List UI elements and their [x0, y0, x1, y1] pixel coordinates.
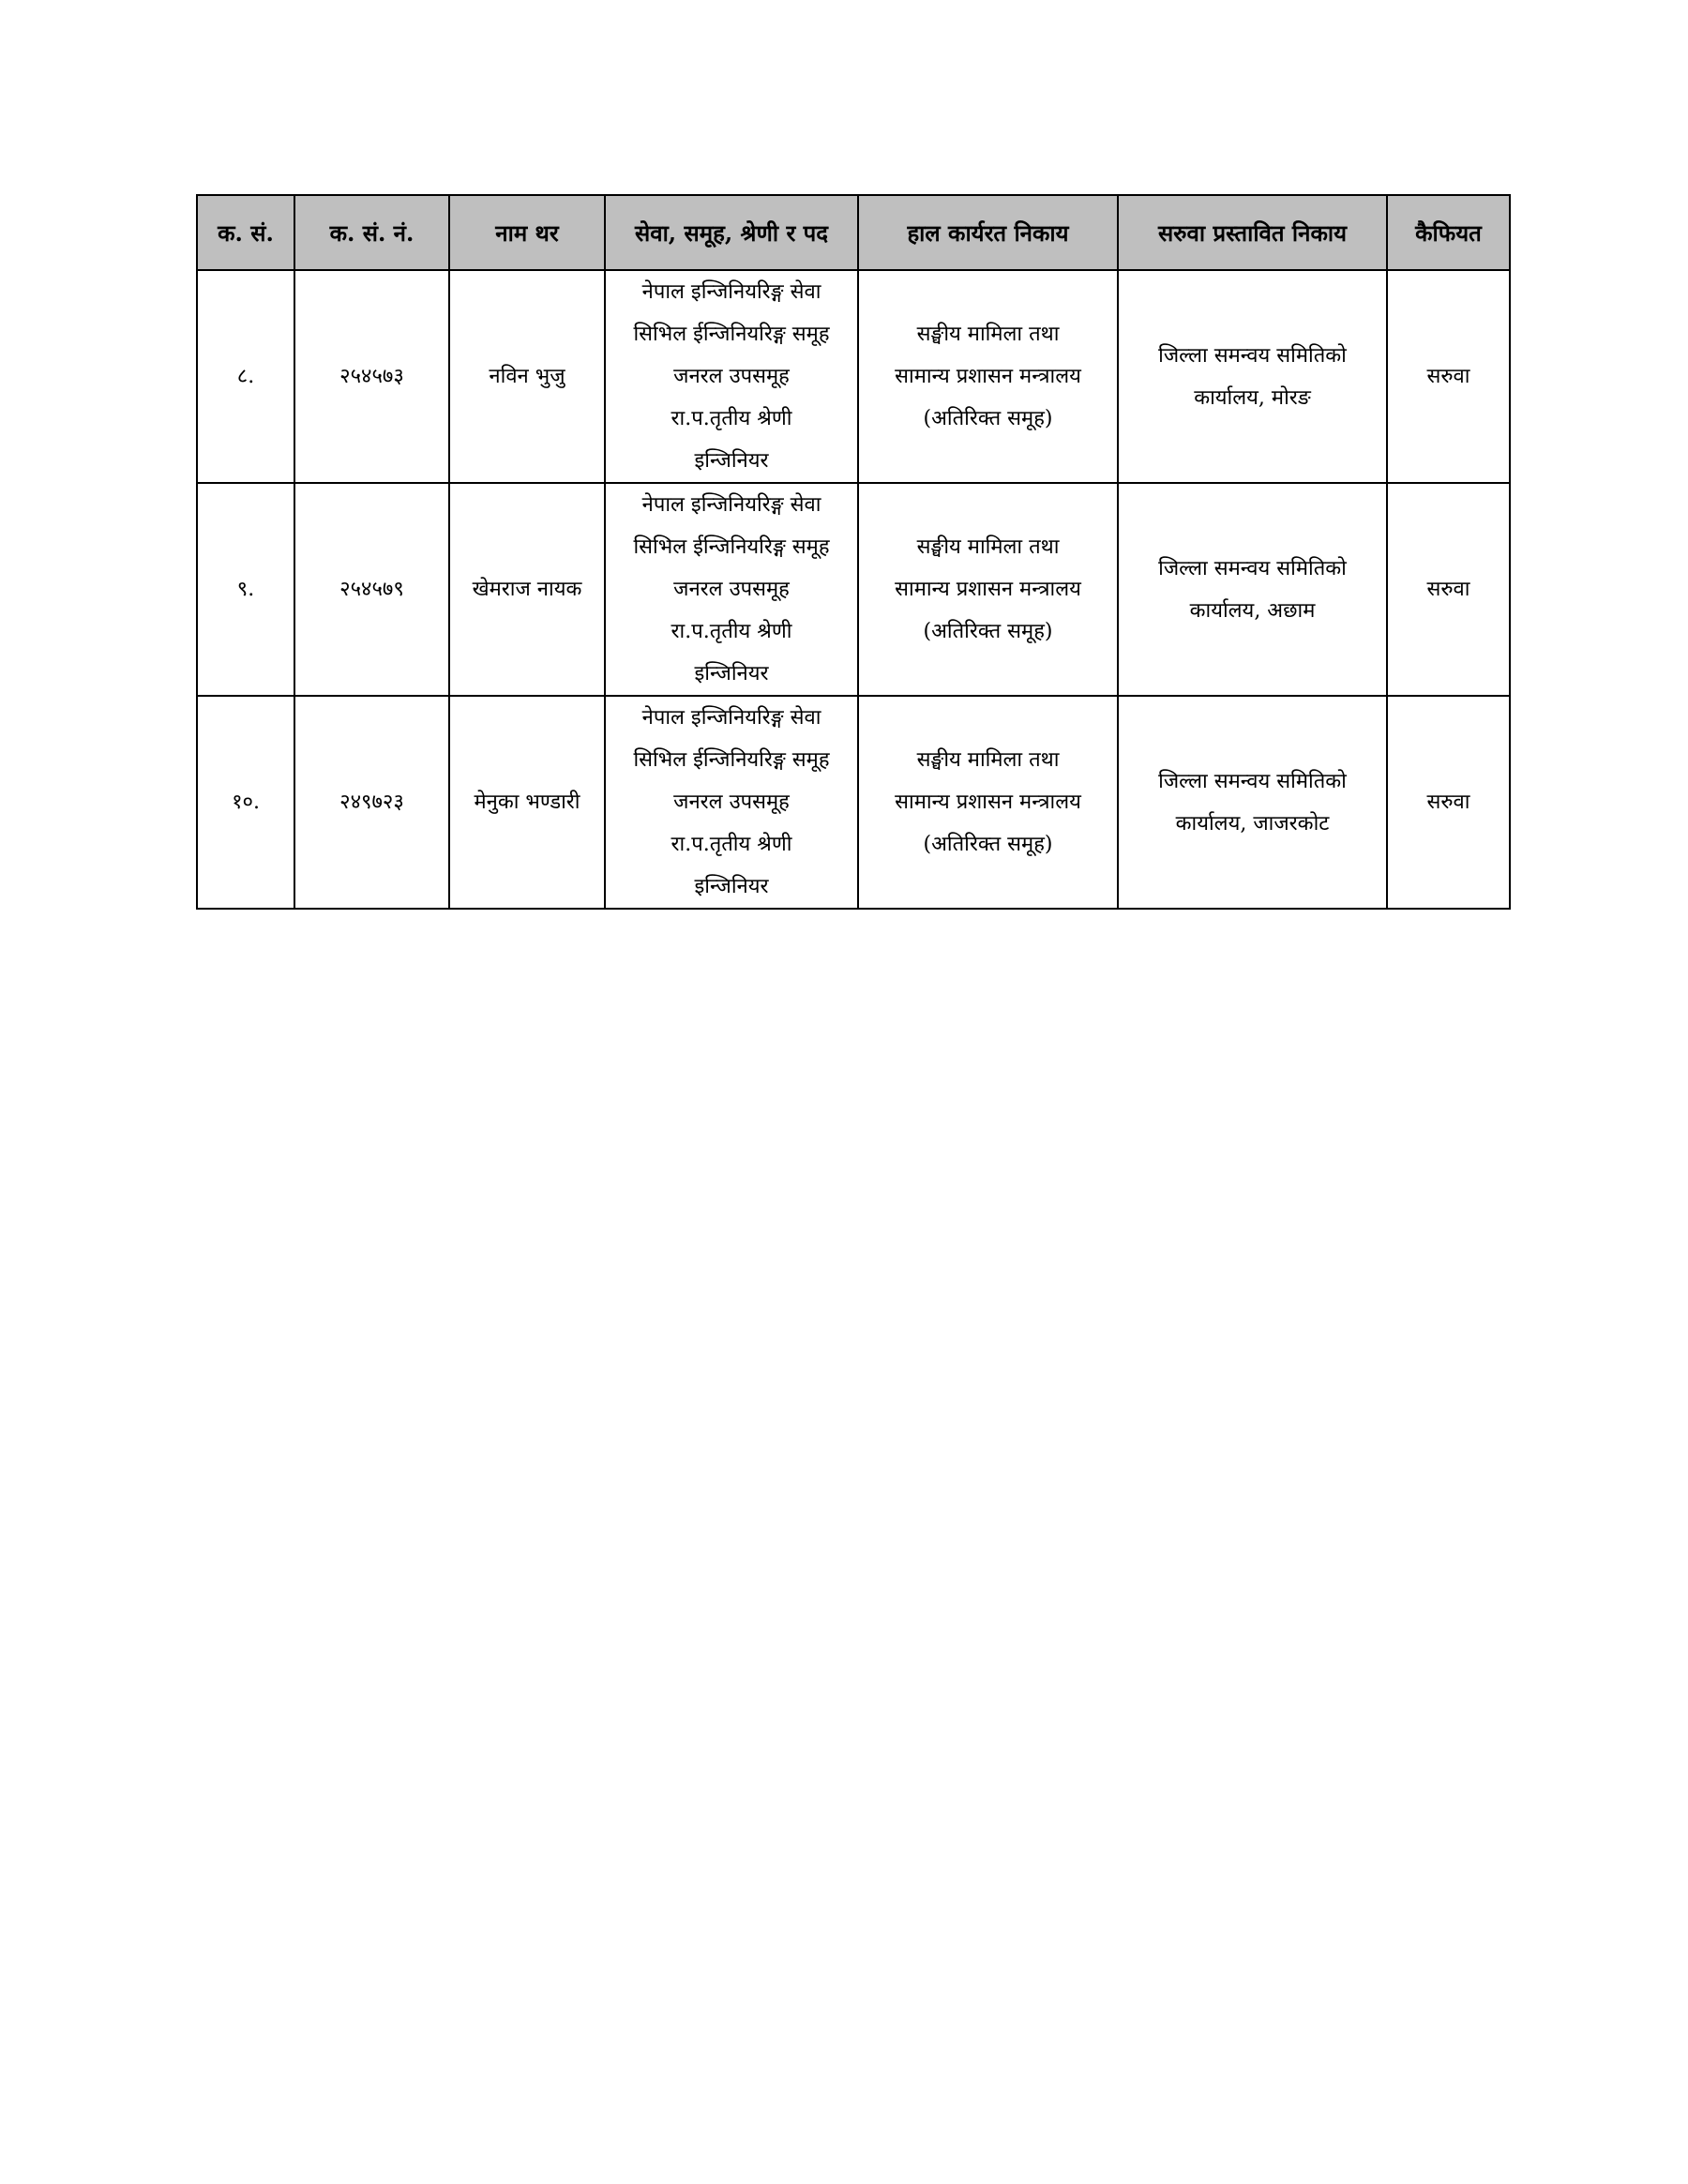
office-line: कार्यालय, मोरङ — [1194, 385, 1311, 410]
remarks-cell: सरुवा — [1387, 696, 1510, 909]
office-line: जिल्ला समन्वय समितिको — [1158, 769, 1347, 793]
header-serial: क. सं. — [197, 195, 294, 270]
proposed-office-cell — [1118, 270, 1387, 483]
post-cell — [605, 270, 858, 483]
table-row — [197, 270, 1510, 483]
post-cell — [605, 483, 858, 696]
transfer-table — [196, 194, 1511, 910]
post-line: सिभिल ईन्जिनियरिङ्ग समूह — [633, 535, 830, 559]
office-line: जिल्ला समन्वय समितिको — [1158, 343, 1347, 368]
serial-cell: ८. — [197, 270, 294, 483]
serial-cell: ९. — [197, 483, 294, 696]
office-line: सामान्य प्रशासन मन्त्रालय — [895, 365, 1081, 388]
header-current-office: हाल कार्यरत निकाय — [858, 195, 1118, 270]
header-proposed-office: सरुवा प्रस्तावित निकाय — [1118, 195, 1387, 270]
staff-number-cell: २५४५७३ — [294, 270, 449, 483]
name-cell: खेमराज नायक — [449, 483, 605, 696]
table-row — [197, 696, 1510, 909]
table-row — [197, 483, 1510, 696]
name-cell: मेनुका भण्डारी — [449, 696, 605, 909]
current-office-cell — [858, 696, 1118, 909]
office-line: सङ्घीय मामिला तथा — [916, 323, 1060, 346]
office-line: सङ्घीय मामिला तथा — [916, 748, 1060, 772]
post-line: नेपाल इन्जिनियरिङ्ग सेवा — [641, 706, 821, 730]
post-line: जनरल उपसमूह — [673, 578, 790, 601]
office-line: सङ्घीय मामिला तथा — [916, 535, 1060, 559]
office-line: जिल्ला समन्वय समितिको — [1158, 556, 1347, 580]
office-line: सामान्य प्रशासन मन्त्रालय — [895, 578, 1081, 601]
post-line: नेपाल इन्जिनियरिङ्ग सेवा — [641, 280, 821, 304]
office-line: कार्यालय, जाजरकोट — [1175, 811, 1330, 836]
header-service-group-post: सेवा, समूह, श्रेणी र पद — [605, 195, 858, 270]
office-line: (अतिरिक्त समूह) — [923, 407, 1053, 430]
header-staff-number: क. सं. नं. — [294, 195, 449, 270]
post-line: सिभिल ईन्जिनियरिङ्ग समूह — [633, 323, 830, 346]
office-line: (अतिरिक्त समूह) — [923, 833, 1053, 856]
current-office-cell — [858, 483, 1118, 696]
post-line: जनरल उपसमूह — [673, 791, 790, 814]
current-office-cell — [858, 270, 1118, 483]
proposed-office-cell — [1118, 483, 1387, 696]
post-line: नेपाल इन्जिनियरिङ्ग सेवा — [641, 493, 821, 517]
post-line: रा.प.तृतीय श्रेणी — [671, 407, 792, 430]
office-line: सामान्य प्रशासन मन्त्रालय — [895, 791, 1081, 814]
proposed-office-cell — [1118, 696, 1387, 909]
remarks-cell: सरुवा — [1387, 270, 1510, 483]
post-cell — [605, 696, 858, 909]
post-line: सिभिल ईन्जिनियरिङ्ग समूह — [633, 748, 830, 772]
remarks-cell: सरुवा — [1387, 483, 1510, 696]
serial-cell: १०. — [197, 696, 294, 909]
header-name: नाम थर — [449, 195, 605, 270]
post-line: इन्जिनियर — [694, 662, 769, 685]
post-line: जनरल उपसमूह — [673, 365, 790, 388]
office-line: (अतिरिक्त समूह) — [923, 620, 1053, 643]
staff-number-cell: २५४५७९ — [294, 483, 449, 696]
post-line: रा.प.तृतीय श्रेणी — [671, 620, 792, 643]
name-cell: नविन भुजु — [449, 270, 605, 483]
post-line: इन्जिनियर — [694, 449, 769, 473]
header-remarks: कैफियत — [1387, 195, 1510, 270]
table-header-row — [197, 195, 1510, 270]
post-line: इन्जिनियर — [694, 875, 769, 898]
post-line: रा.प.तृतीय श्रेणी — [671, 833, 792, 856]
staff-number-cell: २४९७२३ — [294, 696, 449, 909]
office-line: कार्यालय, अछाम — [1189, 598, 1316, 623]
